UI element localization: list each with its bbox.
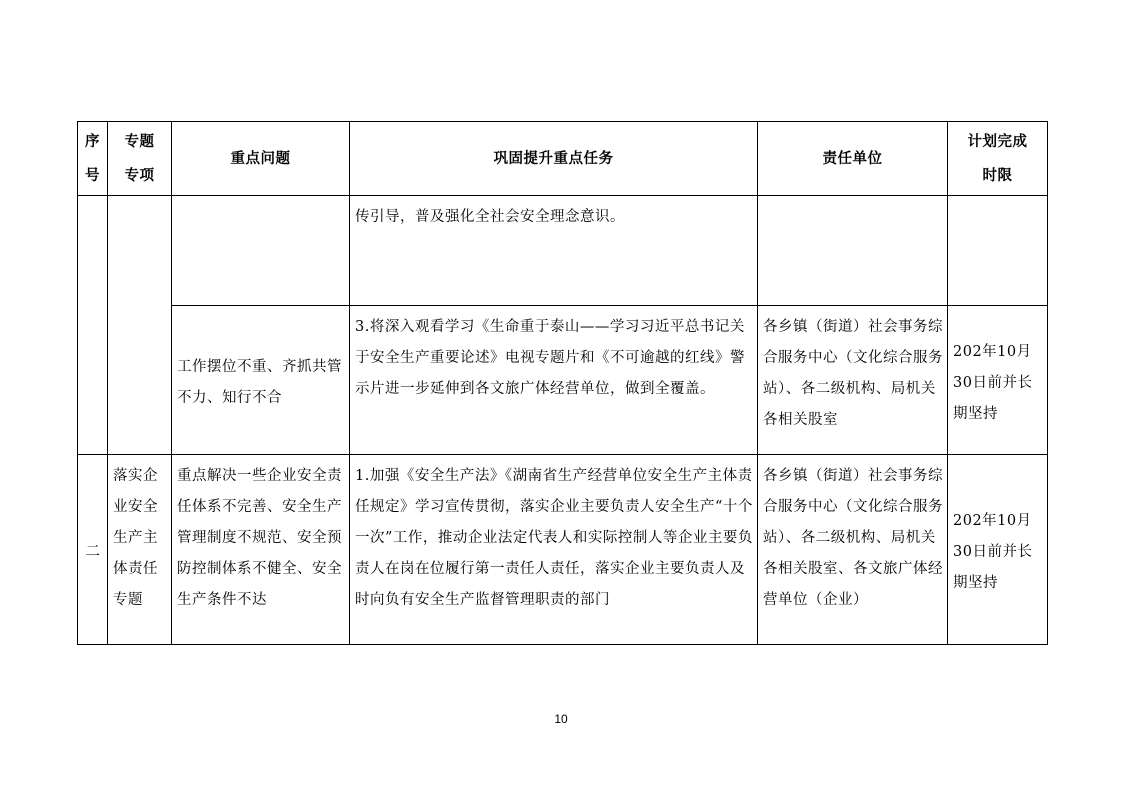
header-seq: 序 号 (78, 122, 108, 196)
table-row (78, 196, 1048, 306)
task-cell: 传引导，普及强化全社会安全理念意识。 (350, 196, 758, 306)
header-row (78, 122, 1048, 196)
header-problem: 重点问题 (172, 122, 350, 196)
deadline-cell (948, 196, 1048, 306)
unit-cell: 各乡镇（街道）社会事务综合服务中心（文化综合服务站）、各二级机构、局机关各相关股室、各文旅广体经营单位（企业） (758, 455, 948, 645)
task-cell: 3.将深入观看学习《生命重于泰山——学习习近平总书记关于安全生产重要论述》电视专题片和《不可逾越的红线》警示片进一步延伸到各文旅广体经营单位，做到全覆盖。 (350, 306, 758, 455)
topic-cell: 落实企业安全生产主体责任专题 (108, 455, 172, 645)
seq-cell: 二 (78, 455, 108, 645)
deadline-cell: 202年10月30日前并长期坚持 (948, 455, 1048, 645)
header-topic: 专题 专项 (108, 122, 172, 196)
header-deadline: 计划完成 时限 (948, 122, 1048, 196)
problem-cell (172, 196, 350, 306)
problem-cell: 工作摆位不重、齐抓共管不力、知行不合 (172, 306, 350, 455)
unit-cell (758, 196, 948, 306)
task-cell: 1.加强《安全生产法》《湖南省生产经营单位安全生产主体责任规定》学习宣传贯彻，落实企业主要负责人安全生产“十个一次”工作，推动企业法定代表人和实际控制人等企业主要负责人在岗在位履行第一责任人责任，落实企业主要负责人及时向负有安全生产监督管理职责的部门 (350, 455, 758, 645)
header-task: 巩固提升重点任务 (350, 122, 758, 196)
seq-cell (78, 196, 108, 455)
page-number: 10 (554, 712, 568, 726)
table-row (78, 306, 1048, 455)
table-row (78, 455, 1048, 645)
topic-cell (108, 196, 172, 455)
unit-cell: 各乡镇（街道）社会事务综合服务中心（文化综合服务站）、各二级机构、局机关各相关股室 (758, 306, 948, 455)
problem-cell: 重点解决一些企业安全责任体系不完善、安全生产管理制度不规范、安全预防控制体系不健全、安全生产条件不达 (172, 455, 350, 645)
task-table (77, 121, 1048, 645)
header-unit: 责任单位 (758, 122, 948, 196)
deadline-cell: 202年10月30日前并长期坚持 (948, 306, 1048, 455)
